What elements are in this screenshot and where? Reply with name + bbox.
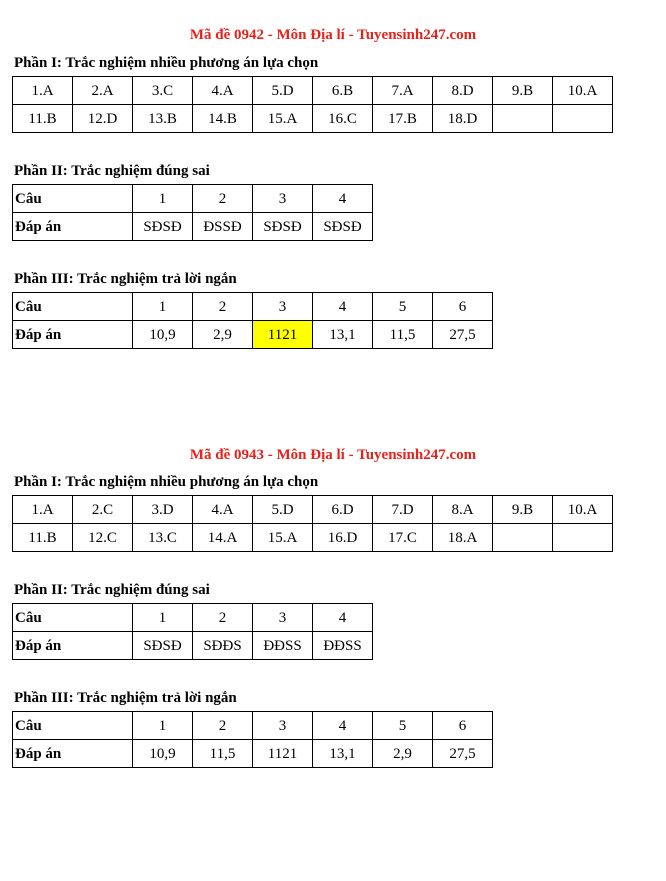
part3-heading: Phần III: Trắc nghiệm trả lời ngắn <box>14 690 237 706</box>
table-row <box>13 77 613 105</box>
question-label: Câu <box>13 712 133 740</box>
answer-cell: 27,5 <box>433 740 493 768</box>
answer-cell: 8.A <box>433 496 493 524</box>
answer-cell: 11,5 <box>193 740 253 768</box>
answer-cell: 6.D <box>313 496 373 524</box>
question-number: 5 <box>373 293 433 321</box>
table-row <box>13 185 373 213</box>
question-number: 2 <box>193 712 253 740</box>
question-number: 4 <box>313 185 373 213</box>
answer-cell: 1.A <box>13 496 73 524</box>
answer-cell: 6.B <box>313 77 373 105</box>
exam-code-title: Mã đề 0942 - Môn Địa lí - Tuyensinh247.com <box>189 27 477 43</box>
answer-cell: 10,9 <box>133 740 193 768</box>
question-number: 6 <box>433 293 493 321</box>
answer-cell: 16.C <box>313 105 373 133</box>
part3-heading: Phần III: Trắc nghiệm trả lời ngắn <box>14 271 237 287</box>
answer-cell: 2,9 <box>373 740 433 768</box>
answer-cell: 11.B <box>13 105 73 133</box>
part1-heading: Phần I: Trắc nghiệm nhiều phương án lựa chọn <box>14 55 319 71</box>
answer-cell: 3.C <box>133 77 193 105</box>
question-label: Câu <box>13 185 133 213</box>
question-number: 1 <box>133 293 193 321</box>
answer-cell: 9.B <box>493 496 553 524</box>
answer-cell: 15.A <box>253 105 313 133</box>
answer-cell: SĐSĐ <box>253 213 313 241</box>
answer-cell: 10.A <box>553 77 613 105</box>
answer-cell: 3.D <box>133 496 193 524</box>
table-row <box>13 740 493 768</box>
answer-cell: 1.A <box>13 77 73 105</box>
part2-heading: Phần II: Trắc nghiệm đúng sai <box>14 163 210 179</box>
answer-cell: 2,9 <box>193 321 253 349</box>
question-number: 1 <box>133 712 193 740</box>
part1-answer-table <box>12 76 613 133</box>
answer-cell: 15.A <box>253 524 313 552</box>
answer-cell: 13,1 <box>313 321 373 349</box>
answer-cell: 10.A <box>553 496 613 524</box>
answer-cell: ĐĐSS <box>313 632 373 660</box>
question-number: 3 <box>253 712 313 740</box>
answer-cell: 14.B <box>193 105 253 133</box>
answer-cell: 10,9 <box>133 321 193 349</box>
answer-cell <box>553 524 613 552</box>
answer-cell: 4.A <box>193 77 253 105</box>
question-number: 4 <box>313 604 373 632</box>
table-row <box>13 321 493 349</box>
answer-cell: SĐSĐ <box>133 213 193 241</box>
part2-heading: Phần II: Trắc nghiệm đúng sai <box>14 582 210 598</box>
answer-cell: 2.A <box>73 77 133 105</box>
answer-label: Đáp án <box>13 213 133 241</box>
answer-cell: 14.A <box>193 524 253 552</box>
table-row <box>13 293 493 321</box>
question-number: 3 <box>253 293 313 321</box>
answer-label: Đáp án <box>13 632 133 660</box>
answer-cell: 8.D <box>433 77 493 105</box>
part2-answer-table <box>12 184 373 241</box>
answer-cell: 11,5 <box>373 321 433 349</box>
answer-cell: SĐSĐ <box>313 213 373 241</box>
answer-cell: ĐĐSS <box>253 632 313 660</box>
answer-cell: 9.B <box>493 77 553 105</box>
question-number: 3 <box>253 604 313 632</box>
question-number: 2 <box>193 185 253 213</box>
answer-cell: 11.B <box>13 524 73 552</box>
question-label: Câu <box>13 604 133 632</box>
question-number: 2 <box>193 604 253 632</box>
answer-cell: 18.D <box>433 105 493 133</box>
answer-cell: 17.B <box>373 105 433 133</box>
question-number: 2 <box>193 293 253 321</box>
part3-answer-table <box>12 292 493 349</box>
answer-cell: 2.C <box>73 496 133 524</box>
table-row <box>13 105 613 133</box>
part3-answer-table <box>12 711 493 768</box>
question-number: 5 <box>373 712 433 740</box>
part1-heading: Phần I: Trắc nghiệm nhiều phương án lựa chọn <box>14 474 319 490</box>
answer-cell: 5.D <box>253 77 313 105</box>
question-label: Câu <box>13 293 133 321</box>
exam-code-title: Mã đề 0943 - Môn Địa lí - Tuyensinh247.com <box>189 447 477 463</box>
highlighted-answer-cell: 1121 <box>253 321 313 349</box>
answer-cell: 13,1 <box>313 740 373 768</box>
table-row <box>13 524 613 552</box>
question-number: 4 <box>313 293 373 321</box>
table-row <box>13 712 493 740</box>
question-number: 4 <box>313 712 373 740</box>
answer-cell: 27,5 <box>433 321 493 349</box>
answer-cell: 13.B <box>133 105 193 133</box>
answer-cell: 5.D <box>253 496 313 524</box>
table-row <box>13 213 373 241</box>
question-number: 6 <box>433 712 493 740</box>
answer-cell: 7.D <box>373 496 433 524</box>
answer-cell: SĐĐS <box>193 632 253 660</box>
answer-cell: 7.A <box>373 77 433 105</box>
question-number: 3 <box>253 185 313 213</box>
answer-cell: 1121 <box>253 740 313 768</box>
question-number: 1 <box>133 185 193 213</box>
answer-cell: 4.A <box>193 496 253 524</box>
answer-cell <box>553 105 613 133</box>
answer-cell: SĐSĐ <box>133 632 193 660</box>
table-row <box>13 604 373 632</box>
answer-cell: ĐSSĐ <box>193 213 253 241</box>
part2-answer-table <box>12 603 373 660</box>
answer-cell: 13.C <box>133 524 193 552</box>
answer-cell: 16.D <box>313 524 373 552</box>
answer-cell: 12.D <box>73 105 133 133</box>
answer-label: Đáp án <box>13 740 133 768</box>
answer-label: Đáp án <box>13 321 133 349</box>
table-row <box>13 632 373 660</box>
answer-cell: 18.A <box>433 524 493 552</box>
answer-cell <box>493 105 553 133</box>
table-row <box>13 496 613 524</box>
part1-answer-table <box>12 495 613 552</box>
answer-cell: 12.C <box>73 524 133 552</box>
answer-cell: 17.C <box>373 524 433 552</box>
answer-cell <box>493 524 553 552</box>
question-number: 1 <box>133 604 193 632</box>
